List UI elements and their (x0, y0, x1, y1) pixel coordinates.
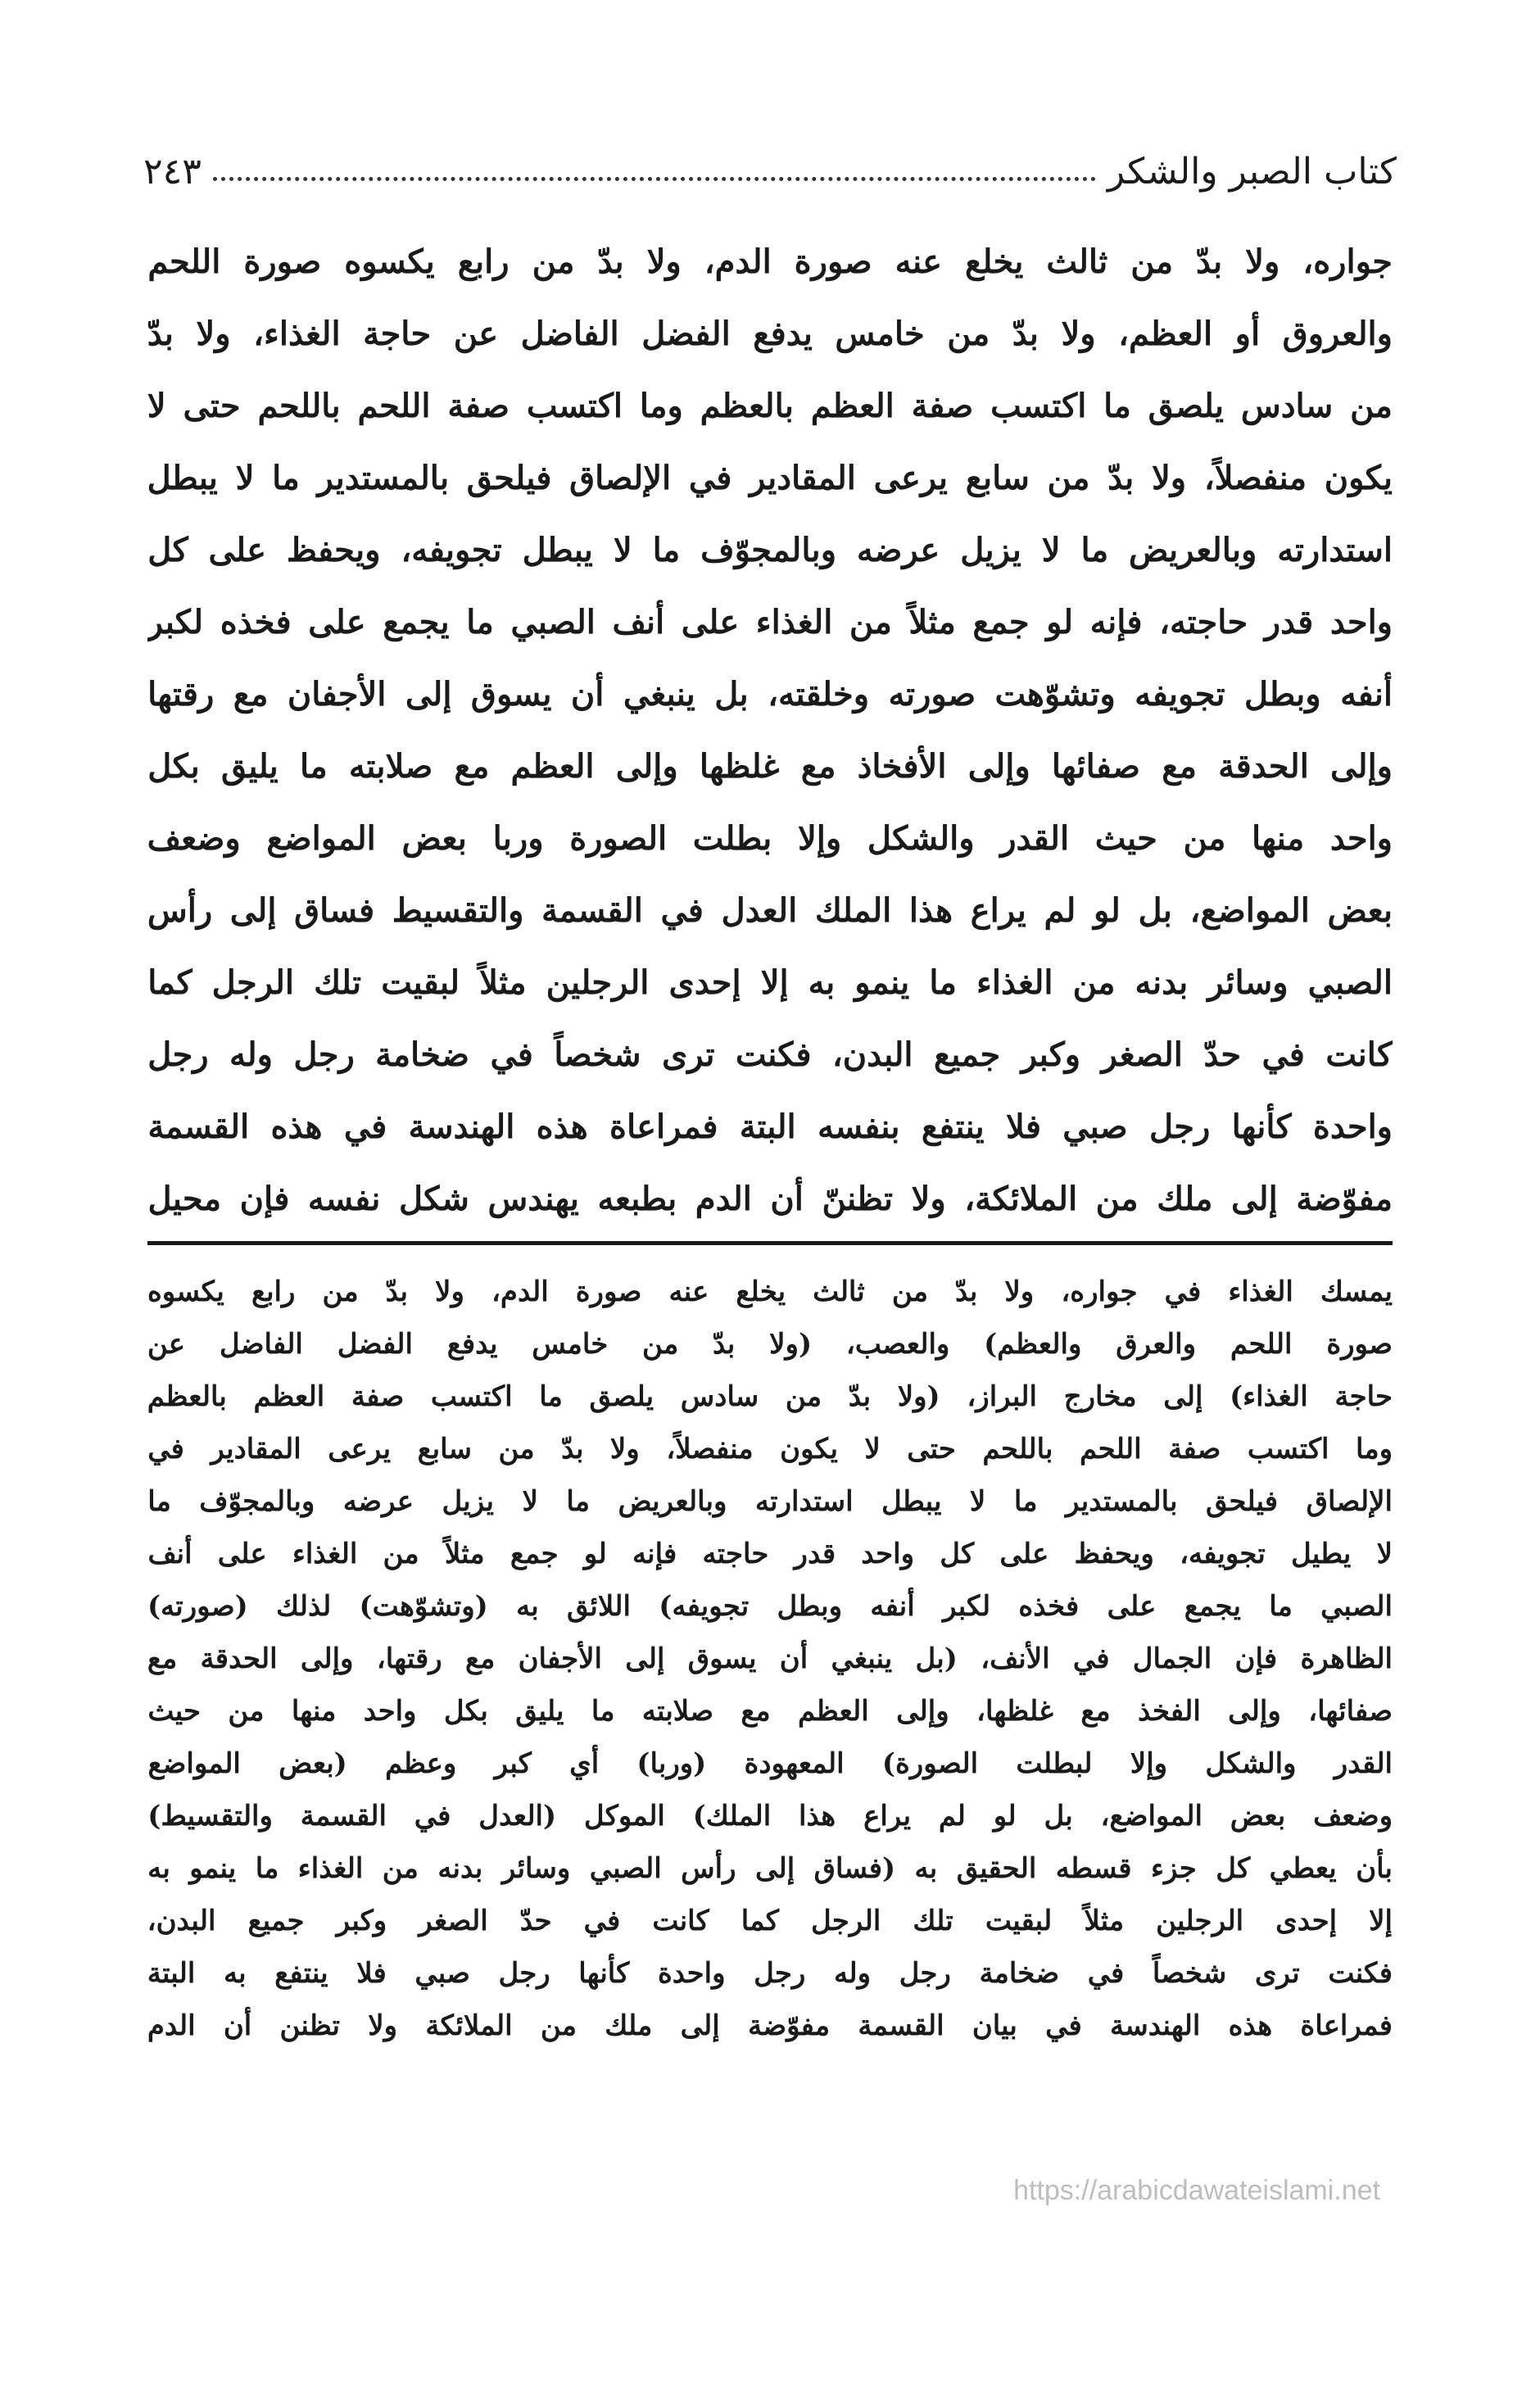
main-text-line (147, 225, 1393, 297)
main-text-line-text: واحدة كأنها رجل صبي فلا ينتفع بنفسه البتة فمراعاة هذه الهندسة في هذه القسمة (147, 1107, 1393, 1146)
page-number: ٢٤٣ (143, 151, 202, 193)
commentary-line-text: صورة اللحم والعرق والعظم) والعصب، (ولا بدّ من خامس يدفع الفضل الفاضل عن (147, 1328, 1393, 1361)
commentary-line (147, 1737, 1393, 1790)
main-text-line-text: مفوّضة إلى ملك من الملائكة، ولا تظننّ أن الدم بطبعه يهندس شكل نفسه فإن محيل (147, 1179, 1393, 1218)
main-text-line-text: واحد قدر حاجته، فإنه لو جمع مثلاً من الغذاء على أنف الصبي ما يجمع على فخذه لكبر (147, 602, 1393, 641)
commentary-line (147, 1528, 1393, 1580)
main-text-line-text: جواره، ولا بدّ من ثالث يخلع عنه صورة الدم، ولا بدّ من رابع يكسوه صورة اللحم (147, 242, 1393, 281)
commentary-line-text: وما اكتسب صفة اللحم باللحم حتى لا يكون منفصلاً، ولا بدّ من سابع يرعى المقادير في (147, 1433, 1393, 1466)
commentary-line (147, 1580, 1393, 1633)
commentary-line-text: بأن يعطي كل جزء قسطه الحقيق به (فساق إلى رأس الصبي وسائر بدنه من الغذاء ما ينمو به (147, 1852, 1393, 1885)
commentary-line-text: لا يطيل تجويفه، ويحفظ على كل واحد قدر حاجته فإنه لو جمع مثلاً من الغذاء على أنف (147, 1538, 1393, 1570)
running-header (143, 135, 1397, 193)
main-text-line (147, 442, 1393, 514)
commentary-line-text: الصبي ما يجمع على فخذه لكبر أنفه وبطل تجويفه) اللائق به (وتشوّهت) لذلك (صورته) (147, 1590, 1393, 1623)
commentary-line (147, 1685, 1393, 1737)
commentary-line-text: صفائها، وإلى الفخذ مع غلظها، وإلى العظم مع صلابته ما يليق بكل واحد منها من حيث (147, 1695, 1393, 1728)
commentary-line-text: وضعف بعض المواضع، بل لو لم يراع هذا الملك) الموكل (العدل في القسمة والتقسيط) (147, 1800, 1393, 1833)
commentary-line (147, 1947, 1393, 2000)
main-text-line-text: واحد منها من حيث القدر والشكل وإلا بطلت الصورة وربا بعض المواضع وضعف (147, 818, 1393, 858)
main-text-line-text: استدارته وبالعريض ما لا يزيل عرضه وبالمجوّف ما لا يبطل تجويفه، ويحفظ على كل (147, 530, 1393, 569)
commentary-line (147, 1633, 1393, 1685)
main-text-line (147, 946, 1393, 1018)
header-leader-dots (213, 177, 1096, 181)
commentary-line-text: الظاهرة فإن الجمال في الأنف، (بل ينبغي أن يسوق إلى الأجفان مع رقتها، وإلى الحدقة مع (147, 1642, 1393, 1675)
commentary-line-text: فمراعاة هذه الهندسة في بيان القسمة مفوّضة إلى ملك من الملائكة ولا تظنن أن الدم (147, 2009, 1393, 2042)
commentary-line-text: حاجة الغذاء) إلى مخارج البراز، (ولا بدّ من سادس يلصق ما اكتسب صفة العظم بالعظم (147, 1380, 1393, 1413)
main-text-line (147, 297, 1393, 369)
main-text-line (147, 1162, 1393, 1235)
commentary-line-text: الإلصاق فيلحق بالمستدير ما لا يبطل استدارته وبالعريض ما لا يزيل عرضه وبالمجوّف ما (147, 1485, 1393, 1518)
main-text-line (147, 658, 1393, 730)
chapter-title: كتاب الصبر والشكر (1107, 151, 1397, 193)
commentary-line (147, 1318, 1393, 1370)
main-text-line (147, 514, 1393, 586)
commentary-line (147, 1475, 1393, 1528)
main-text-line (147, 1018, 1393, 1090)
main-text-line-text: أنفه وبطل تجويفه وتشوّهت صورته وخلقته، بل ينبغي أن يسوق إلى الأجفان مع رقتها (147, 674, 1393, 714)
commentary-line (147, 1266, 1393, 1318)
footnote-separator (147, 1241, 1393, 1245)
main-text-line (147, 1090, 1393, 1162)
main-text-line-text: كانت في حدّ الصغر وكبر جميع البدن، فكنت ترى شخصاً في ضخامة رجل وله رجل (147, 1035, 1393, 1074)
main-text-line (147, 802, 1393, 874)
commentary-line (147, 1895, 1393, 1947)
main-text-line-text: بعض المواضع، بل لو لم يراع هذا الملك العدل في القسمة والتقسيط فساق إلى رأس (147, 890, 1393, 930)
main-text-line-text: يكون منفصلاً، ولا بدّ من سابع يرعى المقادير في الإلصاق فيلحق بالمستدير ما لا يبطل (147, 458, 1393, 497)
commentary-line (147, 1842, 1393, 1895)
main-text-line (147, 874, 1393, 946)
main-text-line-text: من سادس يلصق ما اكتسب صفة العظم بالعظم وما اكتسب صفة اللحم باللحم حتى لا (147, 386, 1393, 425)
commentary-line-text: يمسك الغذاء في جواره، ولا بدّ من ثالث يخلع عنه صورة الدم، ولا بدّ من رابع يكسوه (147, 1275, 1393, 1308)
commentary-line (147, 1423, 1393, 1475)
commentary-block (147, 1266, 1393, 2195)
commentary-line-text: القدر والشكل وإلا لبطلت الصورة) المعهودة (وربا) أي كبر وعظم (بعض المواضع (147, 1747, 1393, 1780)
main-text-block (147, 225, 1393, 1218)
main-text-line (147, 369, 1393, 442)
main-text-line-text: الصبي وسائر بدنه من الغذاء ما ينمو به إلا إحدى الرجلين مثلاً لبقيت تلك الرجل كما (147, 963, 1393, 1002)
commentary-line (147, 1790, 1393, 1842)
main-text-line (147, 730, 1393, 802)
main-text-line-text: والعروق أو العظم، ولا بدّ من خامس يدفع الفضل الفاضل عن حاجة الغذاء، ولا بدّ (147, 314, 1393, 353)
commentary-line-text: فكنت ترى شخصاً في ضخامة رجل وله رجل واحدة كأنها رجل صبي فلا ينتفع به البتة (147, 1957, 1393, 1990)
main-text-line-text: وإلى الحدقة مع صفائها وإلى الأفخاذ مع غلظها وإلى العظم مع صلابته ما يليق بكل (147, 746, 1393, 786)
main-text-line (147, 586, 1393, 658)
commentary-line (147, 1370, 1393, 1423)
commentary-line-text: إلا إحدى الرجلين مثلاً لبقيت تلك الرجل كما كانت في حدّ الصغر وكبر جميع البدن، (147, 1905, 1393, 1937)
watermark-url: https://arabicdawateislami.net (1013, 2175, 1380, 2206)
commentary-line (147, 2000, 1393, 2052)
